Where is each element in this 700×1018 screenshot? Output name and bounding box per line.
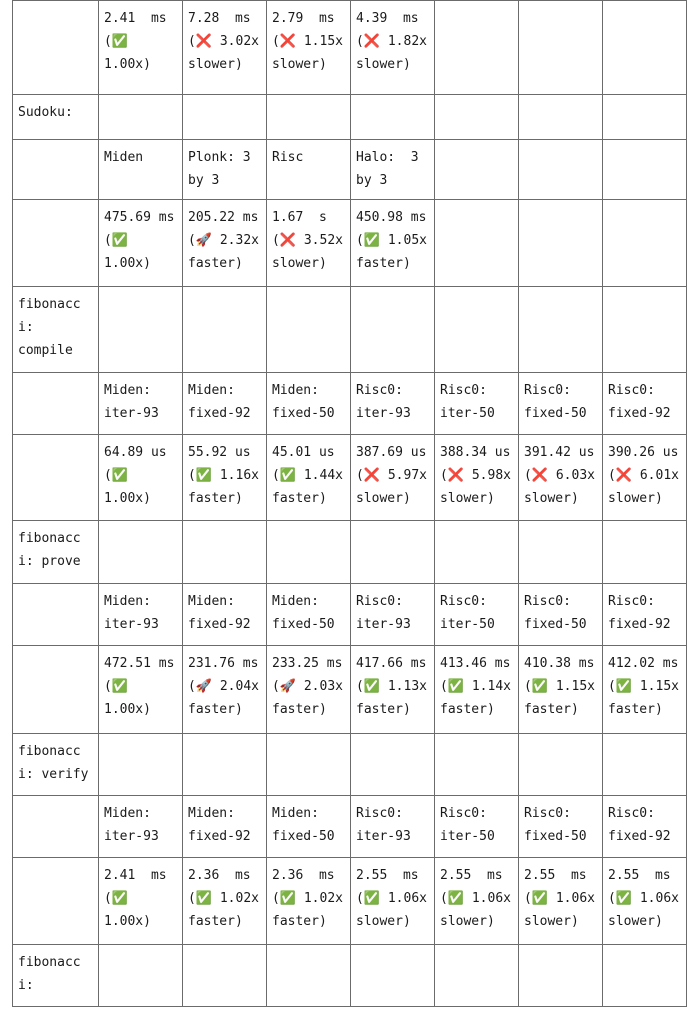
table-cell: [519, 200, 603, 287]
table-cell: 413.46 ms (✅ 1.14x faster): [435, 646, 519, 734]
table-row: [13, 287, 687, 373]
table-cell: [603, 140, 687, 200]
table-row: [13, 140, 687, 200]
table-cell: Miden: fixed-50: [267, 373, 351, 435]
table-cell: [603, 200, 687, 287]
table-cell: 2.55 ms (✅ 1.06x slower): [435, 858, 519, 945]
table-cell: [603, 1, 687, 95]
table-cell: Miden: fixed-92: [183, 373, 267, 435]
table-cell: 2.79 ms (❌ 1.15x slower): [267, 1, 351, 95]
table-cell: [519, 1, 603, 95]
table-cell: Risc0: iter-50: [435, 373, 519, 435]
table-cell: [519, 140, 603, 200]
table-cell: [99, 945, 183, 1007]
table-cell: Risc0: iter-93: [351, 373, 435, 435]
table-cell: [183, 945, 267, 1007]
table-cell: [519, 95, 603, 140]
table-cell: Risc0: iter-93: [351, 584, 435, 646]
row-label-cell: fibonacc i: compile: [13, 287, 99, 373]
table-cell: [519, 287, 603, 373]
table-cell: 4.39 ms (❌ 1.82x slower): [351, 1, 435, 95]
table-cell: Miden: fixed-92: [183, 796, 267, 858]
table-cell: Risc0: fixed-92: [603, 584, 687, 646]
table-cell: Risc0: fixed-92: [603, 373, 687, 435]
table-cell: 64.89 us (✅ 1.00x): [99, 435, 183, 521]
row-label-cell: [13, 584, 99, 646]
table-row: [13, 200, 687, 287]
row-label-cell: [13, 435, 99, 521]
table-cell: [519, 945, 603, 1007]
table-cell: Risc0: iter-50: [435, 584, 519, 646]
table-row: [13, 373, 687, 435]
table-cell: [435, 945, 519, 1007]
table-cell: 450.98 ms (✅ 1.05x faster): [351, 200, 435, 287]
table-cell: [183, 95, 267, 140]
table-cell: [267, 287, 351, 373]
table-cell: 412.02 ms (✅ 1.15x faster): [603, 646, 687, 734]
table-cell: [351, 287, 435, 373]
table-cell: [603, 95, 687, 140]
table-cell: [267, 945, 351, 1007]
benchmark-table-body: [13, 1, 687, 1007]
table-cell: [99, 95, 183, 140]
table-row: [13, 95, 687, 140]
row-label-cell: fibonacc i:: [13, 945, 99, 1007]
table-cell: [267, 734, 351, 796]
table-cell: 2.55 ms (✅ 1.06x slower): [519, 858, 603, 945]
table-cell: [351, 95, 435, 140]
table-cell: 233.25 ms (🚀 2.03x faster): [267, 646, 351, 734]
table-cell: 410.38 ms (✅ 1.15x faster): [519, 646, 603, 734]
table-cell: [183, 734, 267, 796]
table-cell: Miden: fixed-50: [267, 584, 351, 646]
table-row: [13, 521, 687, 584]
table-cell: [603, 287, 687, 373]
table-cell: 1.67 s (❌ 3.52x slower): [267, 200, 351, 287]
table-cell: [519, 734, 603, 796]
table-cell: [435, 1, 519, 95]
row-label-cell: fibonacc i: verify: [13, 734, 99, 796]
table-cell: 475.69 ms (✅ 1.00x): [99, 200, 183, 287]
row-label-cell: [13, 140, 99, 200]
table-row: [13, 435, 687, 521]
table-row: [13, 945, 687, 1007]
table-cell: [99, 734, 183, 796]
table-cell: Miden: fixed-92: [183, 584, 267, 646]
table-row: [13, 796, 687, 858]
table-cell: [603, 521, 687, 584]
table-cell: [435, 287, 519, 373]
table-cell: Risc0: fixed-50: [519, 584, 603, 646]
table-cell: 55.92 us (✅ 1.16x faster): [183, 435, 267, 521]
table-cell: 390.26 us (❌ 6.01x slower): [603, 435, 687, 521]
table-cell: [99, 287, 183, 373]
table-cell: Risc0: fixed-92: [603, 796, 687, 858]
table-cell: Miden: iter-93: [99, 584, 183, 646]
table-cell: Miden: iter-93: [99, 373, 183, 435]
row-label-cell: [13, 796, 99, 858]
table-cell: [183, 287, 267, 373]
table-cell: 387.69 us (❌ 5.97x slower): [351, 435, 435, 521]
table-cell: 231.76 ms (🚀 2.04x faster): [183, 646, 267, 734]
table-cell: 7.28 ms (❌ 3.02x slower): [183, 1, 267, 95]
table-cell: Risc: [267, 140, 351, 200]
table-cell: [351, 734, 435, 796]
table-cell: [183, 521, 267, 584]
table-cell: Halo: 3 by 3: [351, 140, 435, 200]
table-cell: 391.42 us (❌ 6.03x slower): [519, 435, 603, 521]
table-cell: [519, 521, 603, 584]
table-cell: 417.66 ms (✅ 1.13x faster): [351, 646, 435, 734]
table-cell: 2.41 ms (✅ 1.00x): [99, 858, 183, 945]
table-row: [13, 1, 687, 95]
table-cell: 2.36 ms (✅ 1.02x faster): [183, 858, 267, 945]
table-cell: Miden: iter-93: [99, 796, 183, 858]
table-cell: Plonk: 3 by 3: [183, 140, 267, 200]
table-cell: Risc0: iter-93: [351, 796, 435, 858]
table-cell: 2.36 ms (✅ 1.02x faster): [267, 858, 351, 945]
table-cell: [267, 95, 351, 140]
table-cell: Risc0: fixed-50: [519, 796, 603, 858]
row-label-cell: [13, 200, 99, 287]
table-cell: [99, 521, 183, 584]
table-cell: [351, 945, 435, 1007]
table-cell: [435, 521, 519, 584]
row-label-cell: fibonacc i: prove: [13, 521, 99, 584]
table-cell: [435, 734, 519, 796]
row-label-cell: [13, 646, 99, 734]
table-cell: [435, 95, 519, 140]
row-label-cell: [13, 858, 99, 945]
row-label-cell: [13, 373, 99, 435]
table-cell: 205.22 ms (🚀 2.32x faster): [183, 200, 267, 287]
table-cell: [603, 734, 687, 796]
table-cell: 2.55 ms (✅ 1.06x slower): [603, 858, 687, 945]
row-label-cell: [13, 1, 99, 95]
table-cell: Risc0: iter-50: [435, 796, 519, 858]
table-row: [13, 858, 687, 945]
table-cell: Risc0: fixed-50: [519, 373, 603, 435]
table-cell: 2.41 ms (✅ 1.00x): [99, 1, 183, 95]
table-cell: 388.34 us (❌ 5.98x slower): [435, 435, 519, 521]
table-cell: 2.55 ms (✅ 1.06x slower): [351, 858, 435, 945]
table-cell: [603, 945, 687, 1007]
table-cell: Miden: [99, 140, 183, 200]
table-row: [13, 584, 687, 646]
table-cell: 45.01 us (✅ 1.44x faster): [267, 435, 351, 521]
table-row: [13, 646, 687, 734]
table-cell: Miden: fixed-50: [267, 796, 351, 858]
benchmark-table: [12, 0, 687, 1007]
table-cell: [267, 521, 351, 584]
row-label-cell: Sudoku:: [13, 95, 99, 140]
table-cell: 472.51 ms (✅ 1.00x): [99, 646, 183, 734]
table-row: [13, 734, 687, 796]
table-cell: [435, 140, 519, 200]
table-cell: [351, 521, 435, 584]
table-cell: [435, 200, 519, 287]
